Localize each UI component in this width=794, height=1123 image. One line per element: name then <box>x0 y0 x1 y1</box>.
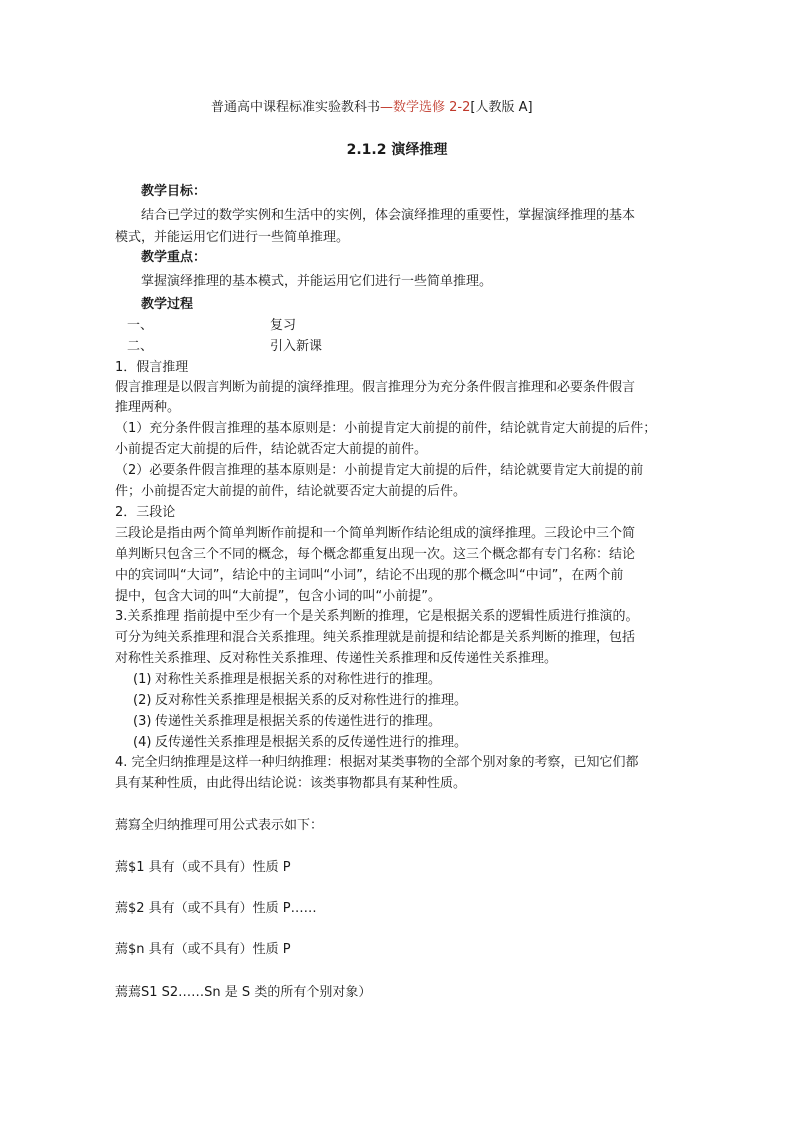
section-1-line: （2）必要条件假言推理的基本原则是：小前提肯定大前提的后件，结论就要肯定大前提的前 <box>115 463 644 478</box>
header-prefix: 普通高中课程标准实验教科书 <box>211 100 381 115</box>
goal-heading: 教学目标： <box>141 184 207 199</box>
formula-line: 蔫$1 具有（或不具有）性质 P <box>115 860 291 875</box>
header-dash: — <box>380 100 394 115</box>
section-3-line: 可分为纯关系推理和混合关系推理。纯关系推理就是前提和结论都是关系判断的推理，包括 <box>115 630 636 645</box>
key-line-1: 掌握演绎推理的基本模式，并能运用它们进行一些简单推理。 <box>141 274 493 289</box>
relation-item-text: 反对称性关系推理是根据关系的反对称性进行的推理。 <box>155 693 468 708</box>
section-2-heading: 2．三段论 <box>115 505 176 520</box>
process-heading: 教学过程 <box>141 297 194 312</box>
header-edition: [人教版 A] <box>470 100 533 115</box>
section-1-line: 件；小前提否定大前提的前件，结论就要否定大前提的后件。 <box>115 484 467 499</box>
process-step-1-number: 一、 <box>127 318 154 333</box>
relation-list-item <box>133 670 441 690</box>
process-step-1-label: 复习 <box>270 318 297 333</box>
formula-line: 蔫$2 具有（或不具有）性质 P…… <box>115 901 317 916</box>
section-1-line: 推理两种。 <box>115 400 181 415</box>
section-4-line: 4. 完全归纳推理是这样一种归纳推理：根据对某类事物的全部个别对象的考察，已知它们都 <box>115 755 639 770</box>
relation-list-item <box>133 733 467 753</box>
section-2-line: 中的宾词叫“大词”，结论中的主词叫“小词”，结论不出现的那个概念叫“中词”，在两个前 <box>115 568 624 583</box>
relation-item-number: (2) <box>133 693 152 708</box>
section-2-line: 提中，包含大词的叫“大前提”，包含小词的叫“小前提”。 <box>115 589 441 604</box>
relation-item-text: 反传递性关系推理是根据关系的反传递性进行的推理。 <box>155 735 468 750</box>
goal-line-1: 结合已学过的数学实例和生活中的实例，体会演绎推理的重要性，掌握演绎推理的基本 <box>141 208 636 223</box>
section-1-line: 小前提否定大前提的后件，结论就否定大前提的前件。 <box>115 442 428 457</box>
section-3-line: 对称性关系推理、反对称性关系推理、传递性关系推理和反传递性关系推理。 <box>115 651 558 666</box>
process-step-2-label: 引入新课 <box>270 339 323 354</box>
lesson-title: 2.1.2 演绎推理 <box>346 142 448 158</box>
relation-item-text: 传递性关系推理是根据关系的传递性进行的推理。 <box>155 714 442 729</box>
section-1-line: 假言推理是以假言判断为前提的演绎推理。假言推理分为充分条件假言推理和必要条件假言 <box>115 380 636 395</box>
relation-item-number: (4) <box>133 735 152 750</box>
key-heading: 教学重点： <box>141 250 207 265</box>
section-1-heading: 1．假言推理 <box>115 360 189 375</box>
section-4-line: 具有某种性质，由此得出结论说：该类事物都具有某种性质。 <box>115 776 467 791</box>
goal-line-2: 模式，并能运用它们进行一些简单推理。 <box>115 230 350 245</box>
relation-item-text: 对称性关系推理是根据关系的对称性进行的推理。 <box>155 672 442 687</box>
section-2-line: 三段论是指由两个简单判断作前提和一个简单判断作结论组成的演绎推理。三段论中三个简 <box>115 526 636 541</box>
formula-line: 蔫蔫S1 S2……Sn 是 S 类的所有个别对象） <box>115 985 372 1000</box>
header-course: 数学选修 2-2 <box>393 100 471 115</box>
process-step-2-number: 二、 <box>127 339 154 354</box>
section-1-line: （1）充分条件假言推理的基本原则是：小前提肯定大前提的前件，结论就肯定大前提的后件； <box>115 421 657 436</box>
document-header <box>211 98 533 118</box>
relation-list-item <box>133 712 441 732</box>
section-2-line: 单判断只包含三个不同的概念，每个概念都重复出现一次。这三个概念都有专门名称：结论 <box>115 547 636 562</box>
formula-intro: 蔫寫全归纳推理可用公式表示如下： <box>115 818 324 833</box>
relation-item-number: (3) <box>133 714 152 729</box>
relation-list-item <box>133 691 467 711</box>
relation-item-number: (1) <box>133 672 152 687</box>
section-3-line: 3.关系推理 指前提中至少有一个是关系判断的推理，它是根据关系的逻辑性质进行推演的。 <box>115 609 639 624</box>
formula-line: 蔫$n 具有（或不具有）性质 P <box>115 942 291 957</box>
